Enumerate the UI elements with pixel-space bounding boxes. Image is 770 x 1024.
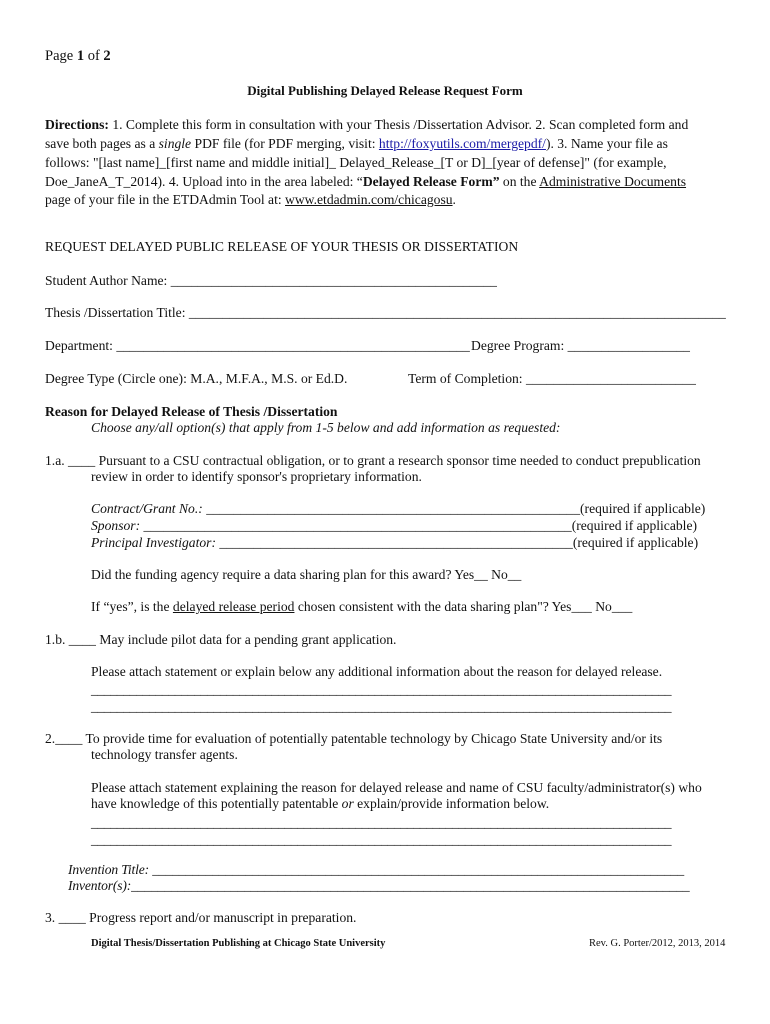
student-author-field[interactable]: Student Author Name: ________________________________________________ <box>45 273 497 288</box>
option-2[interactable]: 2.____ To provide time for evaluation of potentially patentable technology by Chicago State University and/or its <box>45 731 663 746</box>
inventors-field[interactable]: Inventor(s):____________________________________________________________________________________ <box>68 878 690 893</box>
directions-line-4: Doe_JaneA_T_2014). 4. Upload into in the area labeled: “Delayed Release Form” on the Administrative Documents <box>45 174 687 189</box>
thesis-title-field[interactable]: Thesis /Dissertation Title: _______________________________________________________________________________ <box>45 305 726 320</box>
directions-line-5: page of your file in the ETDAdmin Tool at: www.etdadmin.com/chicagosu. <box>45 192 456 207</box>
department-field[interactable]: Department: ____________________________________________________ <box>45 338 470 353</box>
term-of-completion-field[interactable]: Term of Completion: _________________________ <box>408 371 696 386</box>
mergepdf-link[interactable]: http://foxyutils.com/mergepdf/ <box>378 136 546 151</box>
principal-investigator-field[interactable]: Principal Investigator: ____________________________________________________(required if applicable) <box>91 535 699 550</box>
option-2-cont: technology transfer agents. <box>91 747 238 762</box>
option-1a[interactable]: 1.a. ____ Pursuant to a CSU contractual obligation, or to grant a research sponsor time needed to conduct prepublication <box>45 453 701 468</box>
administrative-documents-link[interactable]: Administrative Documents <box>539 174 687 189</box>
option-1b-answer-line[interactable]: __________________________________________________________________________________________ <box>91 682 672 697</box>
degree-type-field[interactable]: Degree Type (Circle one): M.A., M.F.A., M.S. or Ed.D. <box>45 371 348 386</box>
etdadmin-link[interactable]: www.etdadmin.com/chicagosu <box>285 192 453 207</box>
directions-line-1: Directions: 1. Complete this form in consultation with your Thesis /Dissertation Advisor. 2. Scan completed form and <box>45 117 689 132</box>
reason-heading: Reason for Delayed Release of Thesis /Dissertation <box>45 404 338 419</box>
directions-label: Directions: <box>45 117 109 132</box>
option-1b-answer-line[interactable]: __________________________________________________________________________________________ <box>91 699 672 714</box>
option-3[interactable]: 3. ____ Progress report and/or manuscript in preparation. <box>45 910 357 925</box>
data-sharing-question[interactable]: Did the funding agency require a data sharing plan for this award? Yes__ No__ <box>91 567 522 582</box>
option-2-instructions-cont: have knowledge of this potentially patentable or explain/provide information below. <box>91 796 550 811</box>
directions-line-2: save both pages as a single PDF file (for PDF merging, visit: http://foxyutils.com/mergepdf/). 3. Name your file as <box>45 136 668 151</box>
option-2-answer-line[interactable]: __________________________________________________________________________________________ <box>91 832 672 847</box>
option-1b-instructions: Please attach statement or explain below any additional information about the reason for delayed release. <box>91 664 663 679</box>
page-number: Page 1 of 2 <box>45 48 111 64</box>
section-heading: REQUEST DELAYED PUBLIC RELEASE OF YOUR THESIS OR DISSERTATION <box>45 239 519 254</box>
footer-right: Rev. G. Porter/2012, 2013, 2014 <box>589 938 726 949</box>
option-2-instructions: Please attach statement explaining the reason for delayed release and name of CSU faculty/administrator(s) who <box>91 780 702 795</box>
option-1a-cont: review in order to identify sponsor's proprietary information. <box>91 469 422 484</box>
consistency-question[interactable]: If “yes”, is the delayed release period chosen consistent with the data sharing plan"? Yes___ No___ <box>91 599 633 614</box>
form-title: Digital Publishing Delayed Release Request Form <box>247 83 523 98</box>
degree-program-field[interactable]: Degree Program: __________________ <box>471 338 690 353</box>
reason-instructions: Choose any/all option(s) that apply from 1-5 below and add information as requested: <box>91 420 561 435</box>
contract-grant-field[interactable]: Contract/Grant No.: _______________________________________________________(required if applicable) <box>91 501 706 516</box>
directions-line-3: follows: "[last name]_[first name and middle initial]_ Delayed_Release_[T or D]_[year of defense]" (for example, <box>45 155 667 170</box>
option-2-answer-line[interactable]: __________________________________________________________________________________________ <box>91 815 672 830</box>
invention-title-field[interactable]: Invention Title: ________________________________________________________________________________ <box>68 862 685 877</box>
sponsor-field[interactable]: Sponsor: _______________________________________________________________(required if applicable) <box>91 518 698 533</box>
option-1b[interactable]: 1.b. ____ May include pilot data for a pending grant application. <box>45 632 397 647</box>
footer-left: Digital Thesis/Dissertation Publishing at Chicago State University <box>91 938 386 949</box>
